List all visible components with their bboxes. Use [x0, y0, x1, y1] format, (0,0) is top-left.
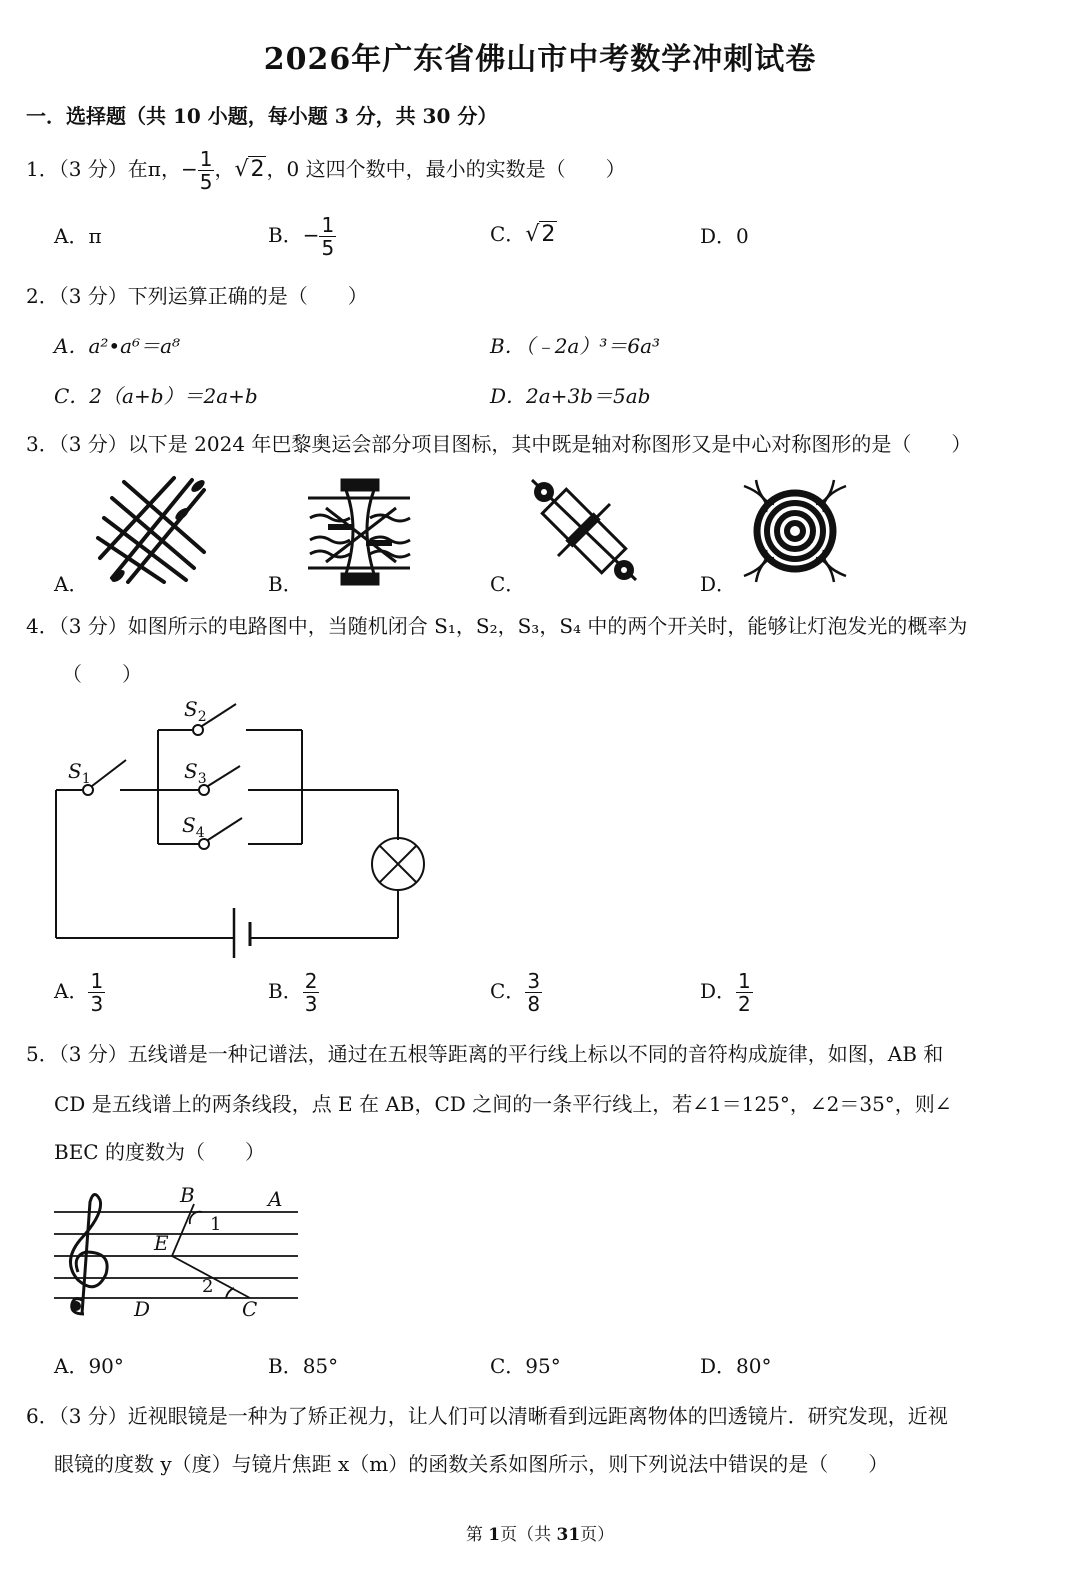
- question-1-stem: [26, 148, 626, 193]
- q5-option-a: A．90°: [54, 1354, 124, 1378]
- question-6-line2: 眼镜的度数 y（度）与镜片焦距 x（m）的函数关系如图所示，则下列说法中错误的是（ ）: [54, 1452, 889, 1476]
- q5-option-c: C．95°: [490, 1354, 561, 1378]
- option-label: A．: [54, 979, 89, 1003]
- q4-option-d: [700, 970, 753, 1015]
- label-s1: $S_1$: [68, 759, 91, 787]
- q4d-fraction: [736, 970, 753, 1015]
- q2-option-a: A．a²•a⁶＝a⁸: [54, 334, 181, 358]
- fraction-denominator: 3: [304, 992, 318, 1016]
- question-5-line2: CD 是五线谱上的两条线段，点 E 在 AB，CD 之间的一条平行线上，若∠1＝125°，∠2＝35°，则∠: [54, 1092, 952, 1116]
- q5-option-b: B．85°: [268, 1354, 339, 1378]
- label-s3: $S_3$: [184, 759, 207, 787]
- q4-option-b: [268, 970, 319, 1015]
- q2-option-b: B．（﹣2a）³＝6a³: [490, 334, 661, 358]
- fraction-numerator: 1: [199, 147, 213, 171]
- label-b: B: [180, 1184, 195, 1207]
- question-5-line3: BEC 的度数为（ ）: [54, 1140, 265, 1164]
- fraction-denominator: 2: [738, 992, 751, 1016]
- diving-pictogram: [306, 478, 414, 588]
- staff-diagram: [50, 1184, 302, 1334]
- q3-option-d-label: D．: [700, 572, 737, 596]
- label-e: E: [154, 1231, 169, 1255]
- q1-rest: ，0 这四个数中，最小的实数是（ ）: [266, 157, 626, 181]
- fraction-numerator: 2: [304, 969, 318, 993]
- label-s2: $S_2$: [184, 697, 207, 725]
- option-label: D．: [700, 979, 737, 1003]
- q1-option-a: A．π: [54, 224, 102, 248]
- footer-page-number: 1: [488, 1525, 501, 1545]
- fraction-numerator: 1: [738, 969, 751, 993]
- option-label: C．: [490, 222, 526, 246]
- q3-option-a-label: A．: [54, 572, 89, 596]
- question-5-line1: 5．（3 分）五线谱是一种记谱法，通过在五根等距离的平行线上标以不同的音符构成旋律，如图，AB 和: [26, 1042, 944, 1066]
- archery-target-pictogram: [740, 476, 850, 586]
- fraction-denominator: 8: [527, 992, 541, 1016]
- q4b-fraction: [303, 970, 320, 1015]
- question-4-paren: （ ）: [62, 662, 142, 686]
- question-4-stem: 4．（3 分）如图所示的电路图中，当随机闭合 S₁，S₂，S₃，S₄ 中的两个开关时，能够让灯泡发光的概率为: [26, 614, 968, 638]
- q1-separator: ，: [214, 157, 235, 181]
- page-footer: [0, 1520, 1080, 1545]
- label-d: D: [134, 1297, 151, 1321]
- footer-post: 页）: [580, 1525, 615, 1545]
- footer-mid: 页（共: [500, 1525, 557, 1545]
- footer-total-pages: 31: [556, 1525, 581, 1545]
- option-label: B．: [268, 223, 303, 247]
- q4a-fraction: [88, 970, 105, 1015]
- label-c: C: [242, 1297, 258, 1321]
- q5-option-d: D．80°: [700, 1354, 772, 1378]
- q2-option-c: C．2（a+b）＝2a+b: [54, 384, 258, 408]
- q1-option-d: D．0: [700, 224, 749, 248]
- q1-prefix: 1．（3 分）在π，: [26, 157, 181, 181]
- fraction-denominator: 5: [199, 170, 213, 194]
- fraction-denominator: 3: [90, 992, 104, 1016]
- circuit-diagram: [50, 694, 430, 964]
- rowing-pictogram: [94, 474, 210, 584]
- question-6-line1: 6．（3 分）近视眼镜是一种为了矫正视力，让人们可以清晰看到远距离物体的凹透镜片．研究发现，近视: [26, 1404, 948, 1428]
- q3-option-b-label: B．: [268, 572, 303, 596]
- q1-sqrt: √2: [234, 157, 265, 182]
- q1c-sqrt: √2: [525, 222, 556, 247]
- q3-option-c-label: C．: [490, 572, 526, 596]
- fraction-numerator: 1: [90, 969, 104, 993]
- q1b-minus: −: [302, 223, 320, 247]
- q4-option-c: [490, 970, 542, 1015]
- label-a: A: [268, 1187, 283, 1211]
- radicand: 2: [541, 222, 556, 247]
- question-2-stem: 2．（3 分）下列运算正确的是（ ）: [26, 284, 368, 308]
- q1b-fraction: [319, 214, 336, 259]
- footer-pre: 第: [465, 1525, 489, 1545]
- option-label: B．: [268, 979, 303, 1003]
- table-tennis-pictogram: [528, 474, 640, 586]
- label-s4: $S_4$: [182, 813, 205, 841]
- q1-minus: −: [180, 157, 198, 181]
- q1-option-b: [268, 214, 336, 259]
- label-angle-2: 2: [202, 1276, 214, 1297]
- fraction-numerator: 1: [321, 213, 335, 237]
- q1-fraction: [198, 148, 215, 193]
- question-3-stem: 3．（3 分）以下是 2024 年巴黎奥运会部分项目图标，其中既是轴对称图形又是中心对称图形的是（ ）: [26, 432, 972, 456]
- fraction-denominator: 5: [321, 236, 335, 260]
- radicand: 2: [250, 157, 265, 182]
- q1-option-c: [490, 220, 557, 249]
- label-angle-1: 1: [210, 1214, 222, 1235]
- q4c-fraction: [525, 970, 542, 1015]
- section-heading: 一．选择题（共 10 小题，每小题 3 分，共 30 分）: [26, 104, 498, 128]
- q4-option-a: [54, 970, 105, 1015]
- q2-option-d: D．2a+3b＝5ab: [490, 384, 651, 408]
- fraction-numerator: 3: [527, 969, 541, 993]
- option-label: C．: [490, 979, 526, 1003]
- page-title: 2026年广东省佛山市中考数学冲刺试卷: [263, 42, 817, 77]
